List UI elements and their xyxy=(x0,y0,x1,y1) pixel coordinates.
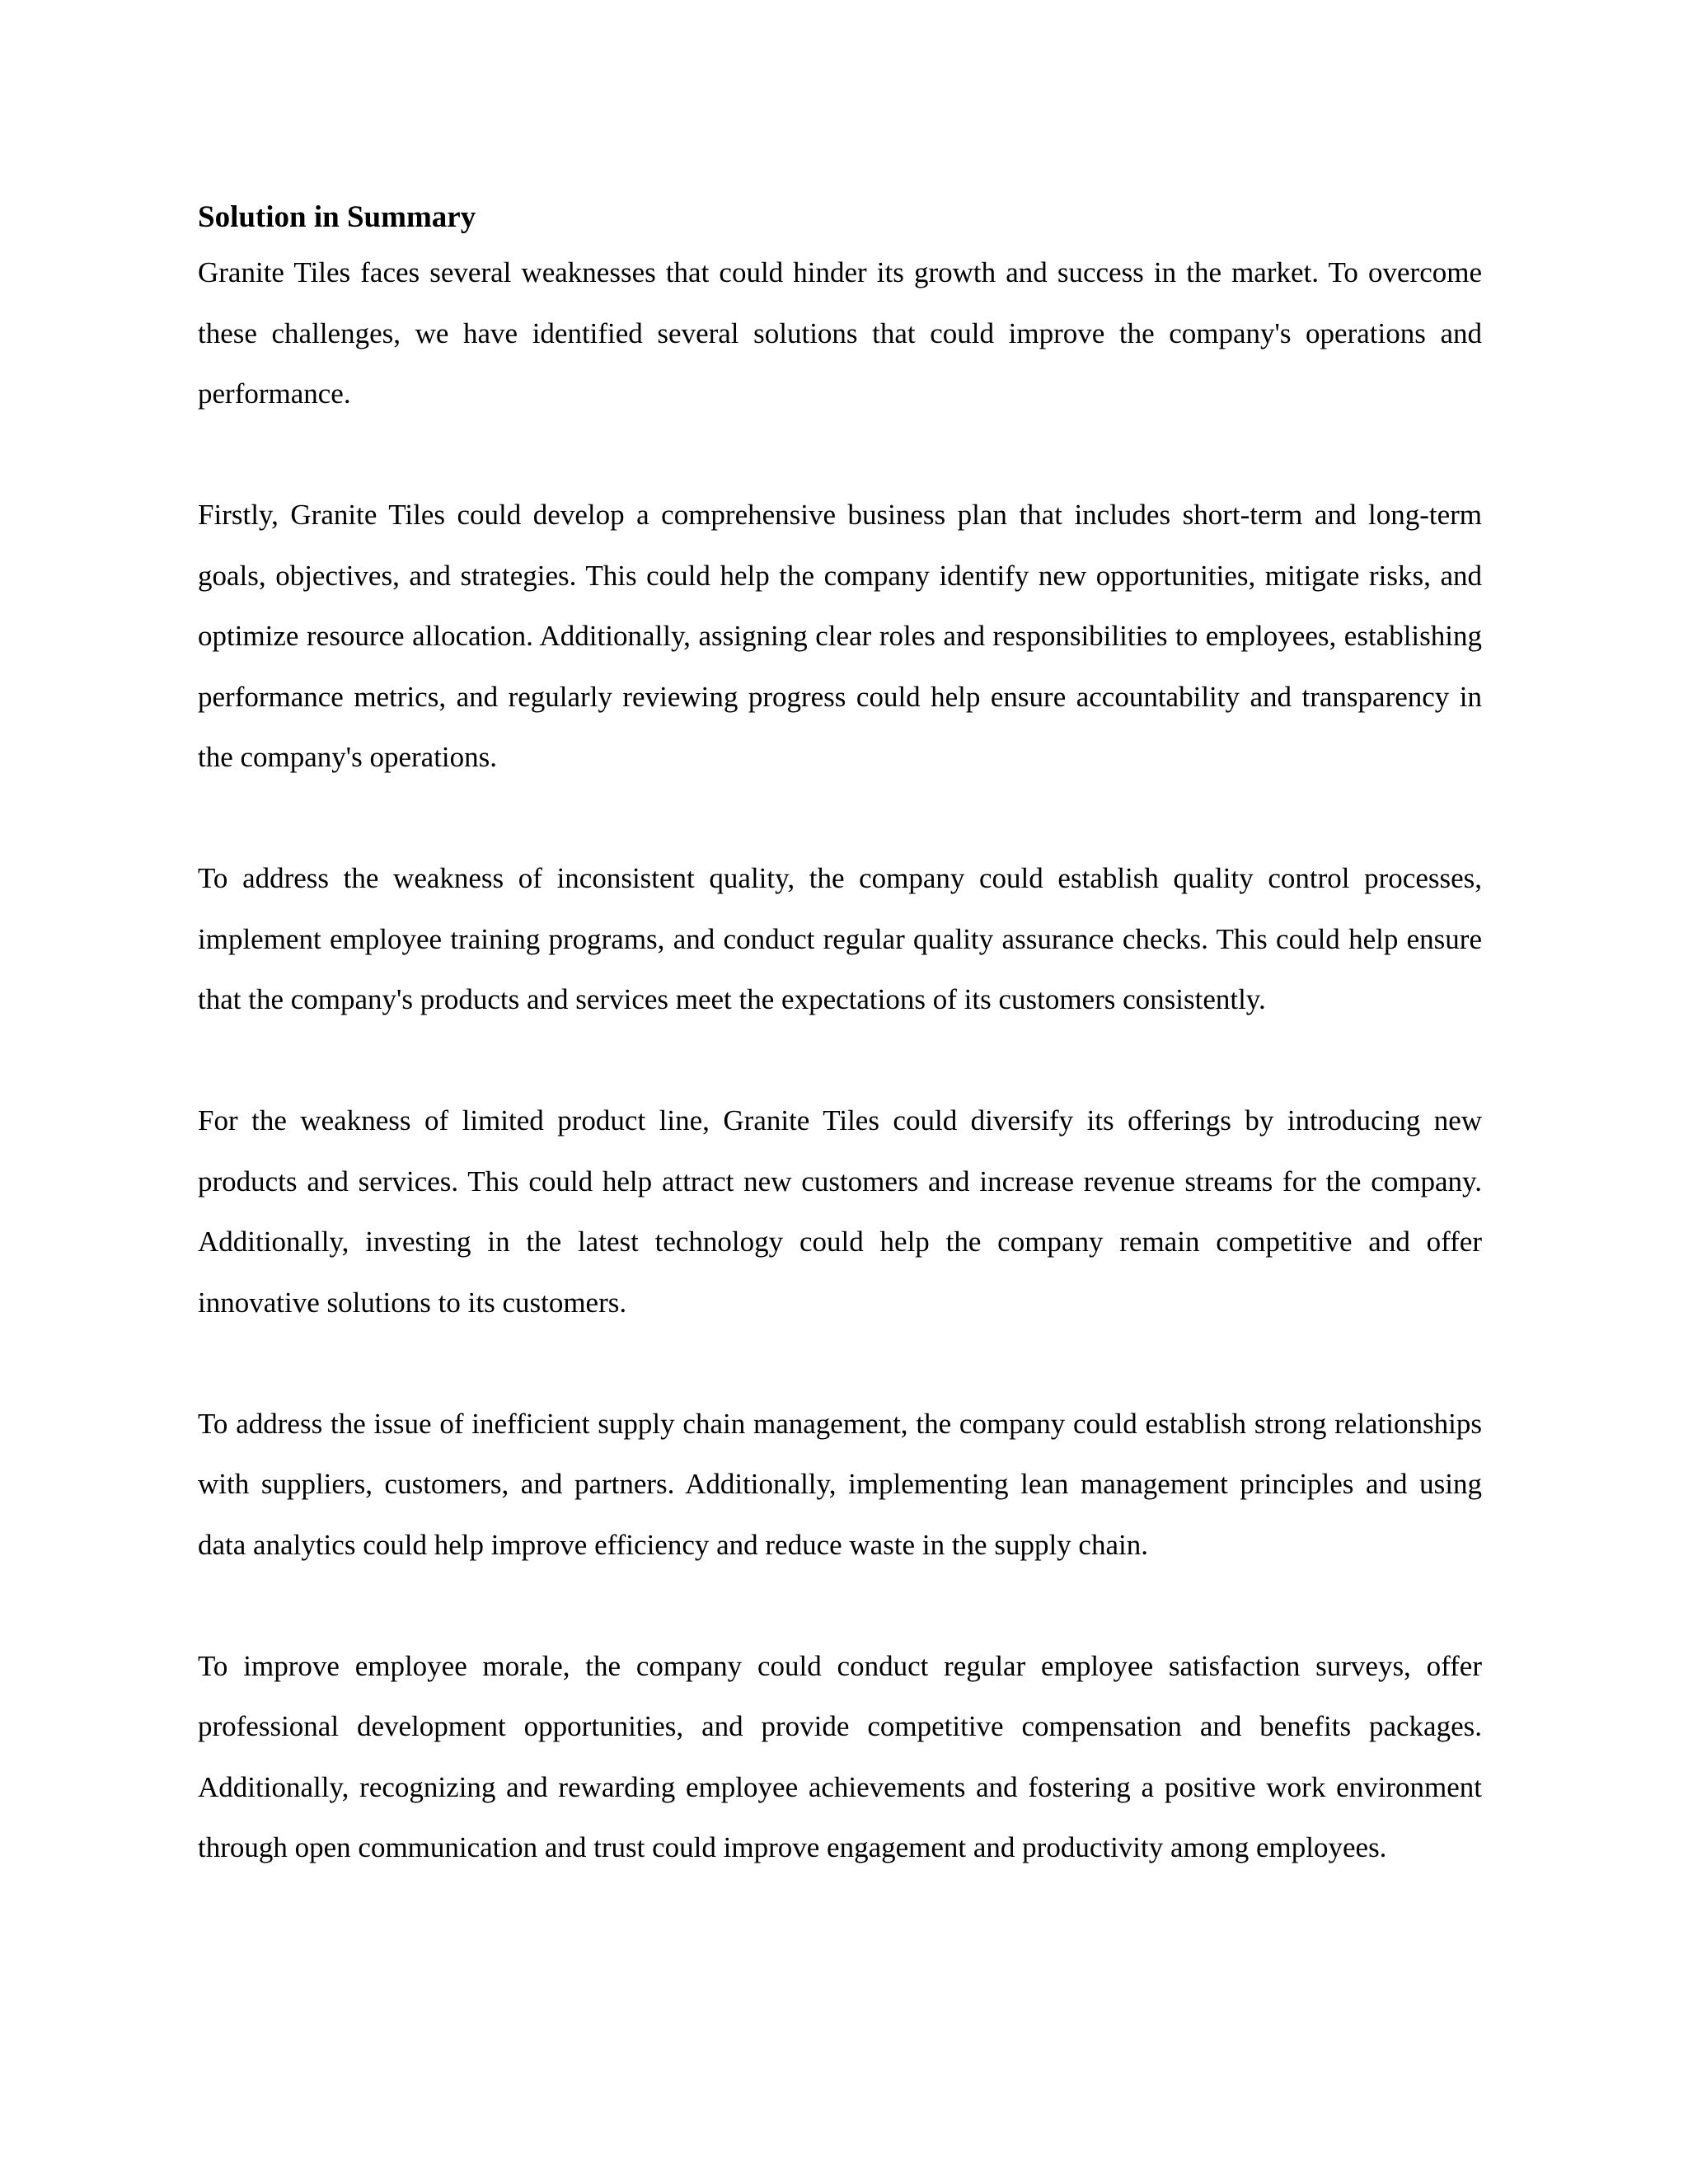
document-body xyxy=(198,196,1482,1878)
paragraph-intro: Granite Tiles faces several weaknesses that could hinder its growth and success in the market. To overcome these challenges, we have identified several solutions that could improve the company's operations and performance. xyxy=(198,256,1482,410)
paragraph-product-line: For the weakness of limited product line, Granite Tiles could diversify its offerings by introducing new products and services. This could help attract new customers and increase revenue streams for the company. Additionally, investing in the latest technology could help the company remain competitive and offer innovative solutions to its customers. xyxy=(198,1104,1482,1319)
paragraph-business-plan: Firstly, Granite Tiles could develop a comprehensive business plan that includes short-term and long-term goals, objectives, and strategies. This could help the company identify new opportunities, mitigate risks, and optimize resource allocation. Additionally, assigning clear roles and responsibilities to employees, establishing performance metrics, and regularly reviewing progress could help ensure accountability and transparency in the company's operations. xyxy=(198,499,1482,773)
paragraph-employee-morale: To improve employee morale, the company could conduct regular employee satisfaction surveys, offer professional development opportunities, and provide competitive compensation and benefits packages. Additionally, recognizing and rewarding employee achievements and fostering a positive work environment through open communication and trust could improve engagement and productivity among employees. xyxy=(198,1649,1482,1863)
section-heading: Solution in Summary xyxy=(198,200,476,234)
paragraph-quality: To address the weakness of inconsistent quality, the company could establish quality control processes, implement employee training programs, and conduct regular quality assurance checks. This could help ensure that the company's products and services meet the expectations of its customers consistently. xyxy=(198,862,1482,1015)
paragraph-supply-chain: To address the issue of inefficient supply chain management, the company could establish strong relationships with suppliers, customers, and partners. Additionally, implementing lean management principles and using data analytics could help improve efficiency and reduce waste in the supply chain. xyxy=(198,1407,1482,1561)
